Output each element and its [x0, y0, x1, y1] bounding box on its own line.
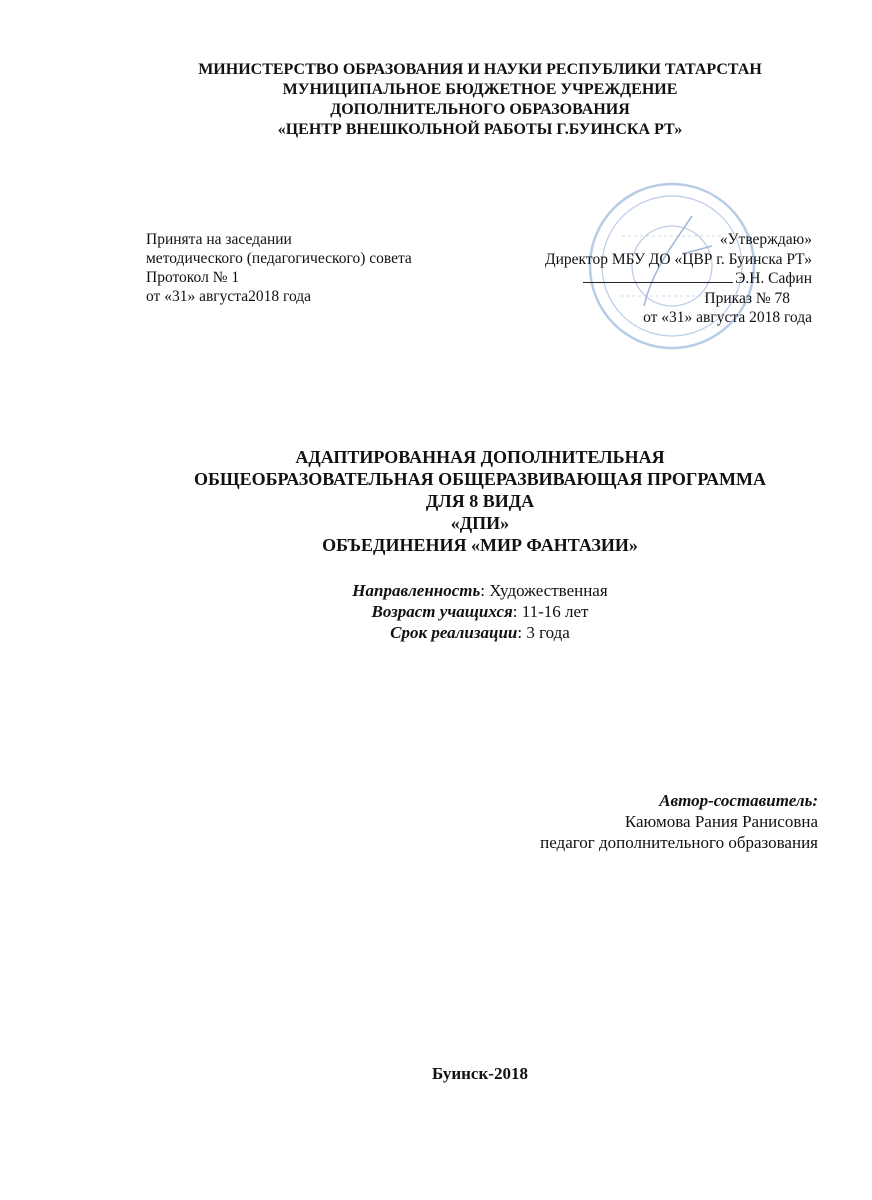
direction-label: Направленность	[352, 581, 481, 600]
title-line: АДАПТИРОВАННАЯ ДОПОЛНИТЕЛЬНАЯ	[295, 447, 665, 467]
age-value: : 11-16 лет	[512, 602, 589, 621]
signature-blank	[583, 282, 733, 283]
header-line: МИНИСТЕРСТВО ОБРАЗОВАНИЯ И НАУКИ РЕСПУБЛИКИ ТАТАРСТАН	[198, 61, 762, 78]
program-title	[0, 446, 872, 556]
accepted-line: от «31» августа2018 года	[146, 288, 312, 305]
director-line: Директор МБУ ДО «ЦВР г. Буинска РТ»	[545, 250, 812, 268]
title-line: ОБЪЕДИНЕНИЯ «МИР ФАНТАЗИИ»	[322, 535, 638, 555]
signer-name: Э.Н. Сафин	[735, 270, 812, 287]
approved-heading: «Утверждаю»	[719, 231, 812, 248]
accepted-line: методического (педагогического) совета	[146, 250, 412, 267]
author-block	[540, 790, 818, 853]
header-line: МУНИЦИПАЛЬНОЕ БЮДЖЕТНОЕ УЧРЕЖДЕНИЕ	[282, 81, 678, 98]
accepted-line: Принята на заседании	[146, 231, 292, 248]
header-line: ДОПОЛНИТЕЛЬНОГО ОБРАЗОВАНИЯ	[330, 101, 630, 118]
direction-value: : Художественная	[480, 581, 608, 600]
institution-header	[0, 60, 872, 140]
order-date: от «31» августа 2018 года	[643, 309, 812, 326]
title-line: ДЛЯ 8 ВИДА	[425, 491, 535, 511]
title-line: ОБЩЕОБРАЗОВАТЕЛЬНАЯ ОБЩЕРАЗВИВАЮЩАЯ ПРОГРАММА	[193, 469, 767, 489]
accepted-block	[146, 230, 412, 306]
program-meta	[0, 580, 872, 643]
accepted-line: Протокол № 1	[146, 269, 240, 286]
order-number: Приказ № 78	[704, 289, 790, 307]
term-value: : 3 года	[517, 623, 570, 642]
direction-row	[0, 580, 872, 601]
header-line: «ЦЕНТР ВНЕШКОЛЬНОЙ РАБОТЫ Г.БУИНСКА РТ»	[277, 121, 683, 138]
signature-line	[545, 269, 812, 289]
author-name: Каюмова Рания Ранисовна	[624, 812, 818, 831]
approved-block	[545, 230, 812, 328]
term-label: Срок реализации	[390, 623, 518, 642]
age-row	[0, 601, 872, 622]
term-row	[0, 622, 872, 643]
author-position: педагог дополнительного образования	[540, 833, 818, 852]
age-label: Возраст учащихся	[371, 602, 513, 621]
city-year: Буинск-2018	[432, 1064, 528, 1083]
author-label: Автор-составитель:	[659, 791, 818, 810]
title-line: «ДПИ»	[450, 513, 510, 533]
